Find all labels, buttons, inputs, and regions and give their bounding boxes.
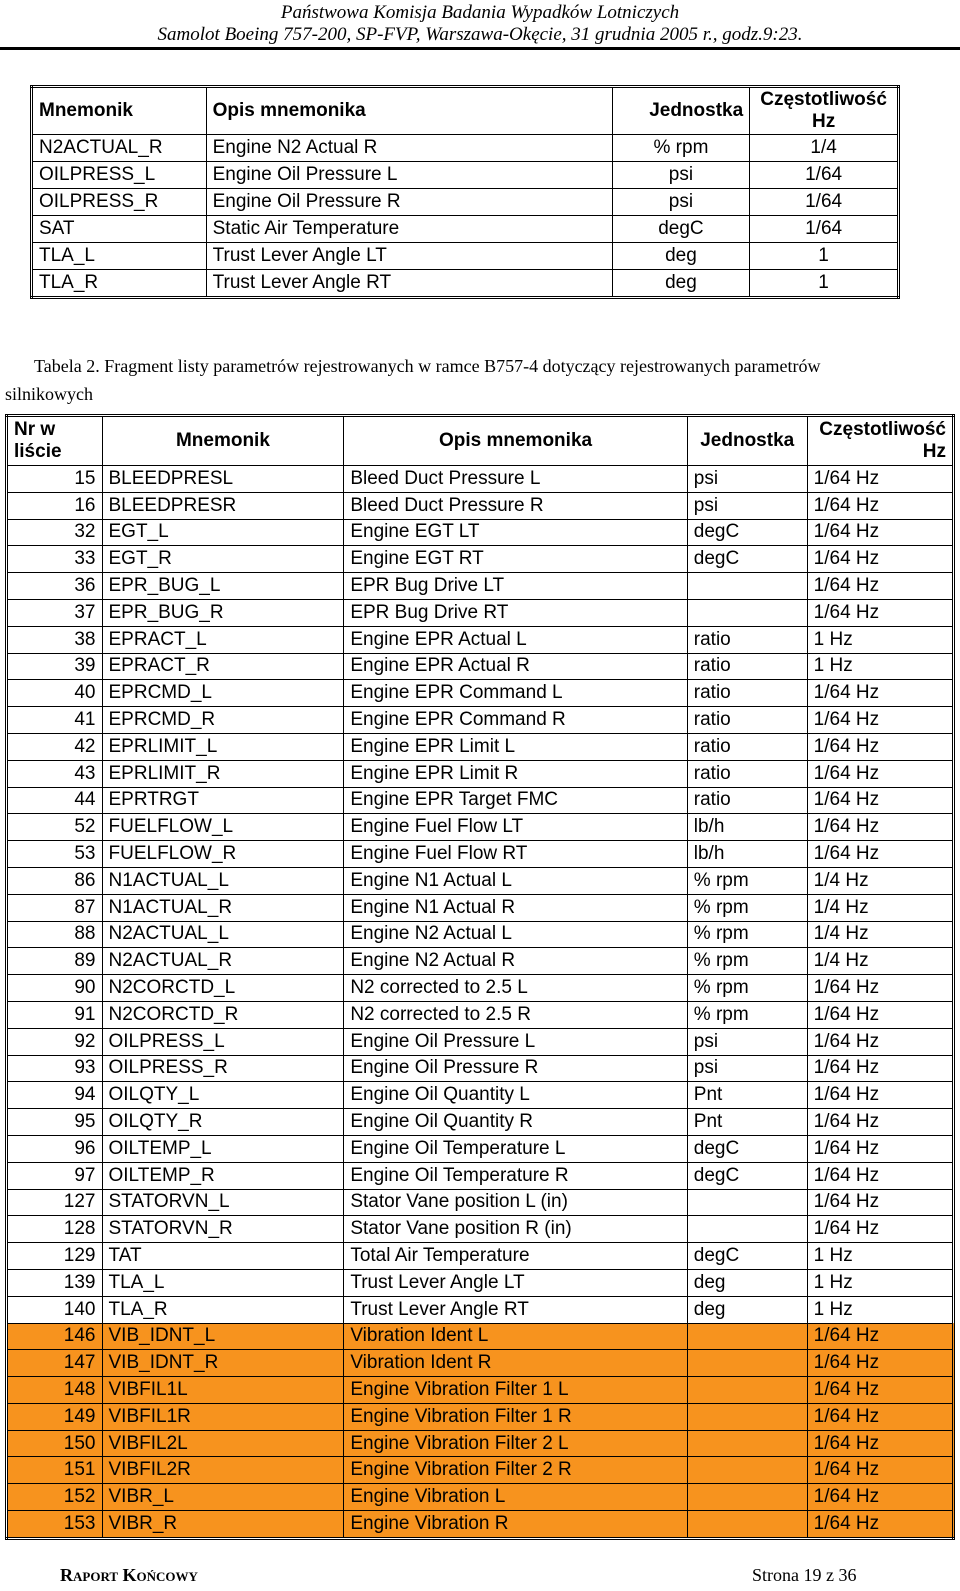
- table1-row: [32, 135, 899, 162]
- czestotliwosc-cell: 1/64 Hz: [807, 1377, 953, 1404]
- table2-row: [7, 1001, 954, 1028]
- table1-row: [32, 162, 899, 189]
- mnemonik-cell: EPRLIMIT_R: [102, 760, 344, 787]
- mnemonik-cell: FUELFLOW_R: [102, 841, 344, 868]
- nr-cell: 95: [7, 1109, 103, 1136]
- mnemonik-cell: EGT_L: [102, 519, 344, 546]
- nr-cell: 42: [7, 733, 103, 760]
- mnemonik-cell: STATORVN_L: [102, 1189, 344, 1216]
- opis-cell: Engine Oil Pressure R: [206, 189, 612, 216]
- table2-row-highlighted: [7, 1430, 954, 1457]
- mnemonik-cell: OILPRESS_R: [102, 1055, 344, 1082]
- table2-row: [7, 546, 954, 573]
- table2-body: [7, 466, 954, 1539]
- nr-cell: 88: [7, 921, 103, 948]
- jednostka-cell: % rpm: [687, 975, 807, 1002]
- jednostka-cell: Pnt: [687, 1082, 807, 1109]
- czestotliwosc-cell: 1/4 Hz: [807, 921, 953, 948]
- parameters-table-continued: [30, 85, 900, 299]
- jednostka-cell: degC: [612, 216, 749, 243]
- table1-header-row: [32, 87, 899, 135]
- nr-cell: 32: [7, 519, 103, 546]
- mnemonik-cell: EPRACT_R: [102, 653, 344, 680]
- footer-report-title: Raport Końcowy: [60, 1565, 198, 1585]
- jednostka-cell: ratio: [687, 787, 807, 814]
- table2-row: [7, 653, 954, 680]
- opis-cell: Engine Oil Pressure R: [344, 1055, 687, 1082]
- opis-cell: Bleed Duct Pressure L: [344, 466, 687, 493]
- opis-cell: Total Air Temperature: [344, 1243, 687, 1270]
- jednostka-cell: % rpm: [687, 867, 807, 894]
- jednostka-cell: [687, 599, 807, 626]
- nr-cell: 94: [7, 1082, 103, 1109]
- mnemonik-cell: N1ACTUAL_R: [102, 894, 344, 921]
- jednostka-cell: % rpm: [612, 135, 749, 162]
- table1-row: [32, 243, 899, 270]
- jednostka-cell: [687, 1189, 807, 1216]
- mnemonik-cell: VIBFIL1R: [102, 1403, 344, 1430]
- nr-cell: 128: [7, 1216, 103, 1243]
- mnemonik-cell: N2CORCTD_R: [102, 1001, 344, 1028]
- opis-cell: Engine EPR Actual R: [344, 653, 687, 680]
- jednostka-cell: degC: [687, 1135, 807, 1162]
- czestotliwosc-cell: 1 Hz: [807, 626, 953, 653]
- nr-cell: 93: [7, 1055, 103, 1082]
- jednostka-cell: psi: [612, 162, 749, 189]
- nr-cell: 149: [7, 1403, 103, 1430]
- table2-row: [7, 921, 954, 948]
- opis-cell: Engine Oil Temperature R: [344, 1162, 687, 1189]
- jednostka-cell: [687, 1484, 807, 1511]
- table2-col-nr: Nr w liście: [7, 416, 103, 466]
- opis-cell: Stator Vane position R (in): [344, 1216, 687, 1243]
- jednostka-cell: ratio: [687, 653, 807, 680]
- czestotliwosc-cell: 1/64 Hz: [807, 1430, 953, 1457]
- mnemonik-cell: VIBR_L: [102, 1484, 344, 1511]
- table1-col-mnemonik: Mnemonik: [32, 87, 207, 135]
- jednostka-cell: degC: [687, 546, 807, 573]
- opis-cell: Engine N2 Actual R: [344, 948, 687, 975]
- opis-cell: N2 corrected to 2.5 L: [344, 975, 687, 1002]
- mnemonik-cell: EGT_R: [102, 546, 344, 573]
- mnemonik-cell: SAT: [32, 216, 207, 243]
- jednostka-cell: ratio: [687, 626, 807, 653]
- table2-col-mnemonik: Mnemonik: [102, 416, 344, 466]
- table1-row: [32, 189, 899, 216]
- nr-cell: 90: [7, 975, 103, 1002]
- table2-row: [7, 707, 954, 734]
- nr-cell: 140: [7, 1296, 103, 1323]
- mnemonik-cell: VIBR_R: [102, 1511, 344, 1539]
- table1-row: [32, 216, 899, 243]
- mnemonik-cell: TLA_L: [32, 243, 207, 270]
- czestotliwosc-cell: 1 Hz: [807, 1296, 953, 1323]
- mnemonik-cell: EPRCMD_L: [102, 680, 344, 707]
- table2-row-highlighted: [7, 1484, 954, 1511]
- nr-cell: 151: [7, 1457, 103, 1484]
- jednostka-cell: psi: [612, 189, 749, 216]
- nr-cell: 97: [7, 1162, 103, 1189]
- czestotliwosc-cell: 1/64 Hz: [807, 1216, 953, 1243]
- jednostka-cell: degC: [687, 519, 807, 546]
- jednostka-cell: ratio: [687, 680, 807, 707]
- opis-cell: Bleed Duct Pressure R: [344, 492, 687, 519]
- table2-row: [7, 867, 954, 894]
- mnemonik-cell: BLEEDPRESR: [102, 492, 344, 519]
- table1-col-czestotliwosc: Częstotliwość Hz: [750, 87, 899, 135]
- czestotliwosc-cell: 1/64 Hz: [807, 492, 953, 519]
- table2-col-jednostka: Jednostka: [687, 416, 807, 466]
- czestotliwosc-cell: 1/64 Hz: [807, 1350, 953, 1377]
- table2-row: [7, 841, 954, 868]
- mnemonik-cell: TLA_L: [102, 1269, 344, 1296]
- table2-row-highlighted: [7, 1377, 954, 1404]
- table2-row-highlighted: [7, 1511, 954, 1539]
- mnemonik-cell: EPRCMD_R: [102, 707, 344, 734]
- table1-col-jednostka: Jednostka: [612, 87, 749, 135]
- jednostka-cell: Pnt: [687, 1109, 807, 1136]
- opis-cell: Engine Vibration L: [344, 1484, 687, 1511]
- table2-row: [7, 680, 954, 707]
- czestotliwosc-cell: 1/4 Hz: [807, 867, 953, 894]
- table2-row: [7, 519, 954, 546]
- nr-cell: 91: [7, 1001, 103, 1028]
- footer-page-number: Strona 19 z 36: [752, 1565, 857, 1585]
- opis-cell: N2 corrected to 2.5 R: [344, 1001, 687, 1028]
- opis-cell: Engine Vibration Filter 2 R: [344, 1457, 687, 1484]
- jednostka-cell: psi: [687, 492, 807, 519]
- table2-row: [7, 1028, 954, 1055]
- jednostka-cell: lb/h: [687, 841, 807, 868]
- czestotliwosc-cell: 1/64 Hz: [807, 599, 953, 626]
- czestotliwosc-cell: 1/64 Hz: [807, 787, 953, 814]
- nr-cell: 152: [7, 1484, 103, 1511]
- table2-row: [7, 760, 954, 787]
- jednostka-cell: degC: [687, 1243, 807, 1270]
- czestotliwosc-cell: 1/64 Hz: [807, 841, 953, 868]
- nr-cell: 127: [7, 1189, 103, 1216]
- jednostka-cell: psi: [687, 1028, 807, 1055]
- czestotliwosc-cell: 1/64 Hz: [807, 1028, 953, 1055]
- czestotliwosc-cell: 1/64 Hz: [807, 707, 953, 734]
- table1-body: [32, 135, 899, 298]
- table2-row-highlighted: [7, 1323, 954, 1350]
- opis-cell: Engine EGT RT: [344, 546, 687, 573]
- czestotliwosc-cell: 1/64 Hz: [807, 760, 953, 787]
- opis-cell: Engine EPR Target FMC: [344, 787, 687, 814]
- opis-cell: Static Air Temperature: [206, 216, 612, 243]
- opis-cell: Trust Lever Angle LT: [206, 243, 612, 270]
- jednostka-cell: lb/h: [687, 814, 807, 841]
- mnemonik-cell: N2ACTUAL_R: [102, 948, 344, 975]
- czestotliwosc-cell: 1/64 Hz: [807, 1162, 953, 1189]
- opis-cell: Engine N2 Actual L: [344, 921, 687, 948]
- table2-row: [7, 1216, 954, 1243]
- czestotliwosc-cell: 1/64 Hz: [807, 1135, 953, 1162]
- opis-cell: EPR Bug Drive LT: [344, 573, 687, 600]
- opis-cell: Engine EPR Command R: [344, 707, 687, 734]
- jednostka-cell: deg: [612, 270, 749, 298]
- table2-row: [7, 599, 954, 626]
- nr-cell: 38: [7, 626, 103, 653]
- mnemonik-cell: N2ACTUAL_L: [102, 921, 344, 948]
- opis-cell: Engine N2 Actual R: [206, 135, 612, 162]
- nr-cell: 37: [7, 599, 103, 626]
- opis-cell: Engine EPR Actual L: [344, 626, 687, 653]
- jednostka-cell: [687, 1377, 807, 1404]
- jednostka-cell: [687, 1511, 807, 1539]
- opis-cell: Vibration Ident L: [344, 1323, 687, 1350]
- table2-row: [7, 466, 954, 493]
- nr-cell: 87: [7, 894, 103, 921]
- opis-cell: Engine N1 Actual R: [344, 894, 687, 921]
- jednostka-cell: deg: [687, 1296, 807, 1323]
- nr-cell: 147: [7, 1350, 103, 1377]
- jednostka-cell: [687, 1430, 807, 1457]
- opis-cell: Engine Vibration Filter 1 L: [344, 1377, 687, 1404]
- czestotliwosc-cell: 1: [750, 243, 899, 270]
- table2-row: [7, 1269, 954, 1296]
- mnemonik-cell: EPRTRGT: [102, 787, 344, 814]
- header-rule: [0, 47, 960, 50]
- jednostka-cell: ratio: [687, 760, 807, 787]
- czestotliwosc-cell: 1/64 Hz: [807, 1055, 953, 1082]
- jednostka-cell: psi: [687, 466, 807, 493]
- jednostka-cell: % rpm: [687, 894, 807, 921]
- nr-cell: 92: [7, 1028, 103, 1055]
- table-caption: Tabela 2. Fragment listy parametrów rejestrowanych w ramce B757-4 dotyczący rejestrowanych parametrów: [34, 356, 821, 376]
- opis-cell: Engine Fuel Flow RT: [344, 841, 687, 868]
- jednostka-cell: deg: [687, 1269, 807, 1296]
- table2-row: [7, 1162, 954, 1189]
- mnemonik-cell: EPR_BUG_L: [102, 573, 344, 600]
- table2-row: [7, 1082, 954, 1109]
- jednostka-cell: [687, 1403, 807, 1430]
- jednostka-cell: degC: [687, 1162, 807, 1189]
- czestotliwosc-cell: 1/64 Hz: [807, 546, 953, 573]
- table2-row: [7, 492, 954, 519]
- nr-cell: 52: [7, 814, 103, 841]
- opis-cell: Engine N1 Actual L: [344, 867, 687, 894]
- header-commission: Państwowa Komisja Badania Wypadków Lotniczych: [280, 2, 680, 23]
- opis-cell: Engine EPR Limit R: [344, 760, 687, 787]
- czestotliwosc-cell: 1/64: [750, 162, 899, 189]
- nr-cell: 150: [7, 1430, 103, 1457]
- table2-row: [7, 894, 954, 921]
- nr-cell: 33: [7, 546, 103, 573]
- nr-cell: 89: [7, 948, 103, 975]
- mnemonik-cell: EPRACT_L: [102, 626, 344, 653]
- jednostka-cell: [687, 1457, 807, 1484]
- czestotliwosc-cell: 1/4: [750, 135, 899, 162]
- nr-cell: 129: [7, 1243, 103, 1270]
- table2-row: [7, 573, 954, 600]
- opis-cell: EPR Bug Drive RT: [344, 599, 687, 626]
- mnemonik-cell: VIBFIL2R: [102, 1457, 344, 1484]
- opis-cell: Engine EPR Command L: [344, 680, 687, 707]
- mnemonik-cell: STATORVN_R: [102, 1216, 344, 1243]
- table2-row-highlighted: [7, 1350, 954, 1377]
- nr-cell: 16: [7, 492, 103, 519]
- nr-cell: 96: [7, 1135, 103, 1162]
- czestotliwosc-cell: 1 Hz: [807, 1269, 953, 1296]
- czestotliwosc-cell: 1: [750, 270, 899, 298]
- mnemonik-cell: EPR_BUG_R: [102, 599, 344, 626]
- opis-cell: Stator Vane position L (in): [344, 1189, 687, 1216]
- table2-col-czestotliwosc: Częstotliwość Hz: [807, 416, 953, 466]
- opis-cell: Engine Oil Temperature L: [344, 1135, 687, 1162]
- opis-cell: Engine Oil Pressure L: [206, 162, 612, 189]
- opis-cell: Engine Oil Pressure L: [344, 1028, 687, 1055]
- table2-row: [7, 975, 954, 1002]
- nr-cell: 40: [7, 680, 103, 707]
- table2-row: [7, 1189, 954, 1216]
- engine-parameters-table: [5, 414, 955, 1540]
- nr-cell: 148: [7, 1377, 103, 1404]
- jednostka-cell: [687, 1323, 807, 1350]
- nr-cell: 43: [7, 760, 103, 787]
- jednostka-cell: [687, 573, 807, 600]
- nr-cell: 86: [7, 867, 103, 894]
- mnemonik-cell: OILPRESS_R: [32, 189, 207, 216]
- opis-cell: Engine Fuel Flow LT: [344, 814, 687, 841]
- mnemonik-cell: VIB_IDNT_L: [102, 1323, 344, 1350]
- nr-cell: 36: [7, 573, 103, 600]
- table-caption-continuation: silnikowych: [5, 384, 93, 404]
- nr-cell: 146: [7, 1323, 103, 1350]
- mnemonik-cell: OILTEMP_R: [102, 1162, 344, 1189]
- mnemonik-cell: VIBFIL2L: [102, 1430, 344, 1457]
- nr-cell: 41: [7, 707, 103, 734]
- czestotliwosc-cell: 1/64 Hz: [807, 1001, 953, 1028]
- mnemonik-cell: VIB_IDNT_R: [102, 1350, 344, 1377]
- czestotliwosc-cell: 1/64 Hz: [807, 1323, 953, 1350]
- opis-cell: Vibration Ident R: [344, 1350, 687, 1377]
- table2-row-highlighted: [7, 1403, 954, 1430]
- mnemonik-cell: N1ACTUAL_L: [102, 867, 344, 894]
- table2-row: [7, 1055, 954, 1082]
- table2-row: [7, 1296, 954, 1323]
- opis-cell: Engine Vibration Filter 2 L: [344, 1430, 687, 1457]
- nr-cell: 53: [7, 841, 103, 868]
- opis-cell: Engine Oil Quantity L: [344, 1082, 687, 1109]
- table1-col-opis: Opis mnemonika: [206, 87, 612, 135]
- table2-row: [7, 787, 954, 814]
- nr-cell: 153: [7, 1511, 103, 1539]
- mnemonik-cell: TAT: [102, 1243, 344, 1270]
- czestotliwosc-cell: 1/64: [750, 216, 899, 243]
- mnemonik-cell: OILQTY_L: [102, 1082, 344, 1109]
- czestotliwosc-cell: 1/64 Hz: [807, 1457, 953, 1484]
- jednostka-cell: [687, 1216, 807, 1243]
- jednostka-cell: % rpm: [687, 1001, 807, 1028]
- czestotliwosc-cell: 1/64 Hz: [807, 1484, 953, 1511]
- czestotliwosc-cell: 1/64 Hz: [807, 975, 953, 1002]
- czestotliwosc-cell: 1/4 Hz: [807, 894, 953, 921]
- table1-row: [32, 270, 899, 298]
- mnemonik-cell: OILPRESS_L: [102, 1028, 344, 1055]
- jednostka-cell: ratio: [687, 707, 807, 734]
- table2-row: [7, 1243, 954, 1270]
- mnemonik-cell: TLA_R: [32, 270, 207, 298]
- opis-cell: Trust Lever Angle RT: [344, 1296, 687, 1323]
- table2-row: [7, 814, 954, 841]
- jednostka-cell: deg: [612, 243, 749, 270]
- opis-cell: Engine Oil Quantity R: [344, 1109, 687, 1136]
- table2-row: [7, 1109, 954, 1136]
- czestotliwosc-cell: 1/64 Hz: [807, 814, 953, 841]
- mnemonik-cell: OILPRESS_L: [32, 162, 207, 189]
- mnemonik-cell: VIBFIL1L: [102, 1377, 344, 1404]
- jednostka-cell: % rpm: [687, 921, 807, 948]
- opis-cell: Trust Lever Angle LT: [344, 1269, 687, 1296]
- nr-cell: 139: [7, 1269, 103, 1296]
- czestotliwosc-cell: 1/64 Hz: [807, 1109, 953, 1136]
- mnemonik-cell: FUELFLOW_L: [102, 814, 344, 841]
- table2-row-highlighted: [7, 1457, 954, 1484]
- jednostka-cell: [687, 1350, 807, 1377]
- table2-row: [7, 733, 954, 760]
- mnemonik-cell: N2ACTUAL_R: [32, 135, 207, 162]
- jednostka-cell: % rpm: [687, 948, 807, 975]
- czestotliwosc-cell: 1/64 Hz: [807, 1082, 953, 1109]
- czestotliwosc-cell: 1/64 Hz: [807, 573, 953, 600]
- opis-cell: Engine Vibration R: [344, 1511, 687, 1539]
- table2-row: [7, 1135, 954, 1162]
- czestotliwosc-cell: 1/4 Hz: [807, 948, 953, 975]
- nr-cell: 44: [7, 787, 103, 814]
- mnemonik-cell: N2CORCTD_L: [102, 975, 344, 1002]
- nr-cell: 15: [7, 466, 103, 493]
- czestotliwosc-cell: 1/64: [750, 189, 899, 216]
- header-aircraft-event: Samolot Boeing 757-200, SP-FVP, Warszawa-Okęcie, 31 grudnia 2005 r., godz.9:23.: [157, 24, 803, 45]
- mnemonik-cell: OILTEMP_L: [102, 1135, 344, 1162]
- table2-col-opis: Opis mnemonika: [344, 416, 687, 466]
- opis-cell: Trust Lever Angle RT: [206, 270, 612, 298]
- czestotliwosc-cell: 1/64 Hz: [807, 519, 953, 546]
- nr-cell: 39: [7, 653, 103, 680]
- czestotliwosc-cell: 1/64 Hz: [807, 680, 953, 707]
- czestotliwosc-cell: 1/64 Hz: [807, 1511, 953, 1539]
- czestotliwosc-cell: 1/64 Hz: [807, 733, 953, 760]
- czestotliwosc-cell: 1/64 Hz: [807, 1403, 953, 1430]
- jednostka-cell: psi: [687, 1055, 807, 1082]
- table2-row: [7, 626, 954, 653]
- czestotliwosc-cell: 1 Hz: [807, 653, 953, 680]
- opis-cell: Engine EGT LT: [344, 519, 687, 546]
- table2-header-row: [7, 416, 954, 466]
- mnemonik-cell: BLEEDPRESL: [102, 466, 344, 493]
- mnemonik-cell: EPRLIMIT_L: [102, 733, 344, 760]
- mnemonik-cell: OILQTY_R: [102, 1109, 344, 1136]
- table2-row: [7, 948, 954, 975]
- jednostka-cell: ratio: [687, 733, 807, 760]
- czestotliwosc-cell: 1/64 Hz: [807, 1189, 953, 1216]
- mnemonik-cell: TLA_R: [102, 1296, 344, 1323]
- czestotliwosc-cell: 1 Hz: [807, 1243, 953, 1270]
- opis-cell: Engine EPR Limit L: [344, 733, 687, 760]
- czestotliwosc-cell: 1/64 Hz: [807, 466, 953, 493]
- opis-cell: Engine Vibration Filter 1 R: [344, 1403, 687, 1430]
